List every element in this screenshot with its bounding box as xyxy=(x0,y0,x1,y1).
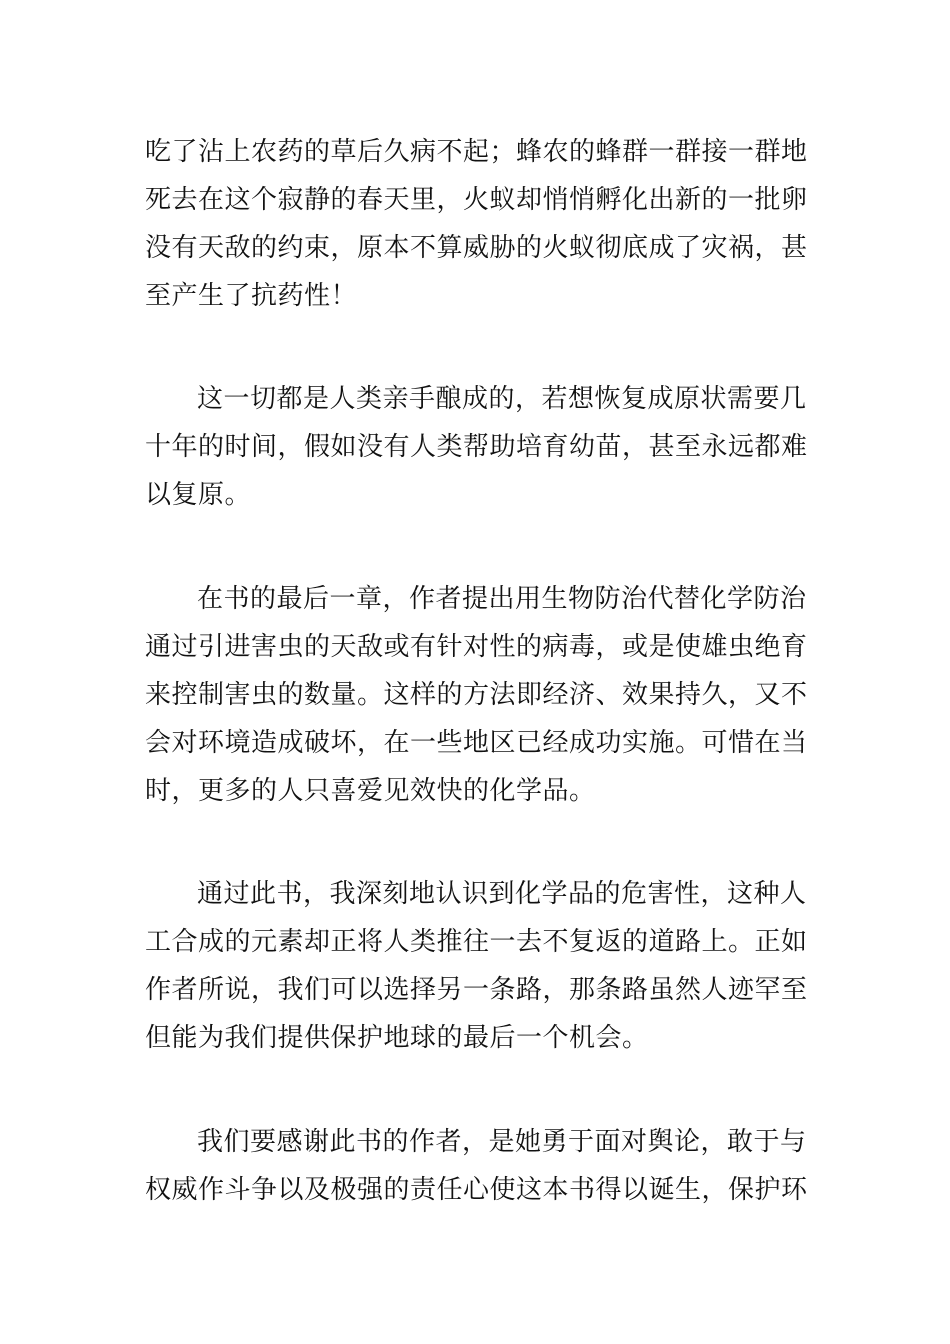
paragraph-continued xyxy=(145,128,810,320)
text-line: 以复原。 xyxy=(145,480,252,510)
paragraph xyxy=(145,1118,810,1214)
paragraph xyxy=(145,375,810,519)
text-line-first: 我们要感谢此书的作者，是她勇于面对舆论，敢于与 xyxy=(197,1127,807,1157)
text-line-first: 这一切都是人类亲手酿成的，若想恢复成原状需要几 xyxy=(197,384,807,414)
paragraph xyxy=(145,575,810,815)
text-line: 通过引进害虫的天敌或有针对性的病毒，或是使雄虫绝育 xyxy=(145,632,808,662)
text-line: 工合成的元素却正将人类推往一去不复返的道路上。正如 xyxy=(145,927,808,957)
text-line: 死去在这个寂静的春天里，火蚁却悄悄孵化出新的一批卵 xyxy=(145,185,808,215)
text-line: 但能为我们提供保护地球的最后一个机会。 xyxy=(145,1023,649,1053)
text-line: 十年的时间，假如没有人类帮助培育幼苗，甚至永远都难 xyxy=(145,432,808,462)
text-line: 来控制害虫的数量。这样的方法即经济、效果持久，又不 xyxy=(145,680,808,710)
text-line: 作者所说，我们可以选择另一条路，那条路虽然人迹罕至 xyxy=(145,975,808,1005)
text-line-first: 通过此书，我深刻地认识到化学品的危害性，这种人 xyxy=(197,879,807,909)
text-line: 没有天敌的约束，原本不算威胁的火蚁彻底成了灾祸，甚 xyxy=(145,233,808,263)
text-line: 权威作斗争以及极强的责任心使这本书得以诞生，保护环 xyxy=(145,1175,808,1205)
text-line: 吃了沾上农药的草后久病不起；蜂农的蜂群一群接一群地 xyxy=(145,137,808,167)
text-line-first: 在书的最后一章，作者提出用生物防治代替化学防治 xyxy=(197,584,807,614)
text-line: 会对环境造成破坏，在一些地区已经成功实施。可惜在当 xyxy=(145,728,808,758)
text-line: 时，更多的人只喜爱见效快的化学品。 xyxy=(145,776,596,806)
paragraph xyxy=(145,870,810,1062)
text-line: 至产生了抗药性！ xyxy=(145,281,358,311)
